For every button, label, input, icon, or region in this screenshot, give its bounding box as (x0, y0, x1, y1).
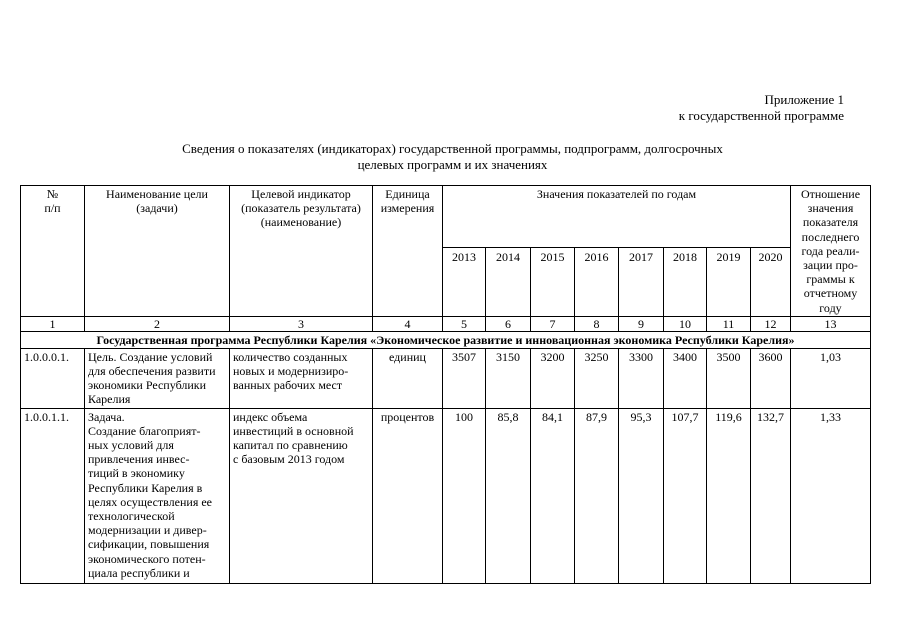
program-title: Государственная программа Республики Карелия «Экономическое развитие и инновационная экономика Республики Карелия» (21, 331, 871, 348)
header-goal-line: (задачи) (136, 201, 178, 216)
col-number: 13 (791, 316, 871, 331)
indicator-line: инвестиций в основной (233, 423, 354, 438)
document-title (0, 141, 905, 173)
appendix-header (679, 92, 844, 124)
row-value: 3600 (751, 348, 791, 408)
header-unit (373, 186, 443, 317)
header-num (21, 186, 85, 317)
year-cell: 2019 (707, 247, 751, 316)
row-value: 3300 (619, 348, 664, 408)
goal-line: Республики Карелия в (88, 480, 203, 495)
row-indicator (230, 348, 373, 408)
col-number: 9 (619, 316, 664, 331)
column-number-row (21, 316, 871, 331)
goal-line: Задача. (88, 409, 125, 424)
col-number: 5 (443, 316, 486, 331)
header-values: Значения показателей по годам (443, 186, 791, 248)
row-goal (85, 408, 230, 583)
goal-line: тиций в экономику (88, 466, 185, 481)
row-value: 3507 (443, 348, 486, 408)
header-ratio-line: году (819, 300, 842, 315)
row-value: 85,8 (486, 408, 531, 583)
header-unit-line: Единица (385, 187, 430, 201)
appendix-line-2: к государственной программе (678, 108, 844, 123)
header-ratio (791, 186, 871, 317)
row-goal (85, 348, 230, 408)
title-line-1: Сведения о показателях (индикаторах) государственной программы, подпрограмм, долгосрочных (182, 141, 723, 156)
col-number: 3 (230, 316, 373, 331)
year-cell: 2020 (751, 247, 791, 316)
row-ratio: 1,03 (791, 348, 871, 408)
year-cell: 2017 (619, 247, 664, 316)
indicator-line: индекс объема (233, 409, 308, 424)
header-num-line: п/п (44, 201, 61, 216)
row-value: 3250 (575, 348, 619, 408)
col-number: 4 (373, 316, 443, 331)
header-num-line: № (46, 187, 59, 201)
header-indicator-line: Целевой индикатор (251, 187, 351, 201)
header-ratio-line: значения (807, 201, 854, 216)
col-number: 2 (85, 316, 230, 331)
goal-line: ных условий для (88, 438, 174, 453)
header-ratio-line: отчетному (803, 286, 858, 301)
header-indicator-line: (показатель результата) (241, 201, 361, 216)
header-ratio-line: граммы к (806, 272, 855, 287)
row-num: 1.0.0.0.1. (21, 348, 85, 408)
year-cell: 2014 (486, 247, 531, 316)
row-value: 107,7 (664, 408, 707, 583)
header-ratio-line: Отношение (800, 187, 861, 201)
goal-line: модернизации и дивер- (88, 523, 207, 538)
row-value: 3500 (707, 348, 751, 408)
indicator-line: ванных рабочих мест (233, 378, 343, 393)
row-unit: единиц (373, 348, 443, 408)
indicator-line: капитал по сравнению (233, 438, 348, 453)
row-value: 3400 (664, 348, 707, 408)
header-indicator-line: (наименование) (260, 215, 342, 230)
table-row (21, 348, 871, 408)
goal-line: экономического потен- (88, 551, 206, 566)
indicators-table (20, 185, 871, 584)
row-ratio: 1,33 (791, 408, 871, 583)
goal-line: сификации, повышения (88, 537, 210, 552)
col-number: 7 (531, 316, 575, 331)
appendix-line-1: Приложение 1 (764, 92, 844, 107)
goal-line: экономики Республики (88, 378, 207, 393)
header-goal-line: Наименование цели (106, 187, 208, 201)
goal-line: циала республики и (88, 565, 190, 580)
row-value: 95,3 (619, 408, 664, 583)
indicator-line: новых и модернизиро- (233, 364, 349, 379)
goal-line: Карелия (88, 392, 131, 407)
row-num: 1.0.0.1.1. (21, 408, 85, 583)
row-value: 3150 (486, 348, 531, 408)
header-ratio-line: последнего (801, 229, 860, 244)
header-ratio-line: года реали- (801, 243, 860, 258)
col-number: 12 (751, 316, 791, 331)
col-number: 6 (486, 316, 531, 331)
row-value: 87,9 (575, 408, 619, 583)
header-ratio-line: показателя (802, 215, 859, 230)
col-number: 8 (575, 316, 619, 331)
indicator-line: количество созданных (233, 349, 348, 364)
year-cell: 2016 (575, 247, 619, 316)
indicator-line: с базовым 2013 годом (233, 452, 345, 467)
header-goal (85, 186, 230, 317)
table-row (21, 408, 871, 583)
year-cell: 2018 (664, 247, 707, 316)
header-unit-line: измерения (380, 201, 435, 216)
row-value: 100 (443, 408, 486, 583)
goal-line: технологической (88, 509, 175, 524)
program-row (21, 331, 871, 348)
row-value: 132,7 (751, 408, 791, 583)
header-ratio-line: зации про- (803, 258, 858, 273)
goal-line: для обеспечения развити (88, 364, 216, 379)
row-value: 84,1 (531, 408, 575, 583)
row-value: 119,6 (707, 408, 751, 583)
goal-line: привлечения инвес- (88, 452, 190, 467)
header-row (21, 186, 871, 248)
year-cell: 2013 (443, 247, 486, 316)
title-line-2: целевых программ и их значениях (357, 157, 548, 172)
year-cell: 2015 (531, 247, 575, 316)
goal-line: целях осуществления ее (88, 494, 212, 509)
header-indicator (230, 186, 373, 317)
row-indicator (230, 408, 373, 583)
col-number: 11 (707, 316, 751, 331)
col-number: 10 (664, 316, 707, 331)
row-value: 3200 (531, 348, 575, 408)
goal-line: Цель. Создание условий (88, 349, 213, 364)
col-number: 1 (21, 316, 85, 331)
row-unit: процентов (373, 408, 443, 583)
goal-line: Создание благоприят- (88, 423, 201, 438)
